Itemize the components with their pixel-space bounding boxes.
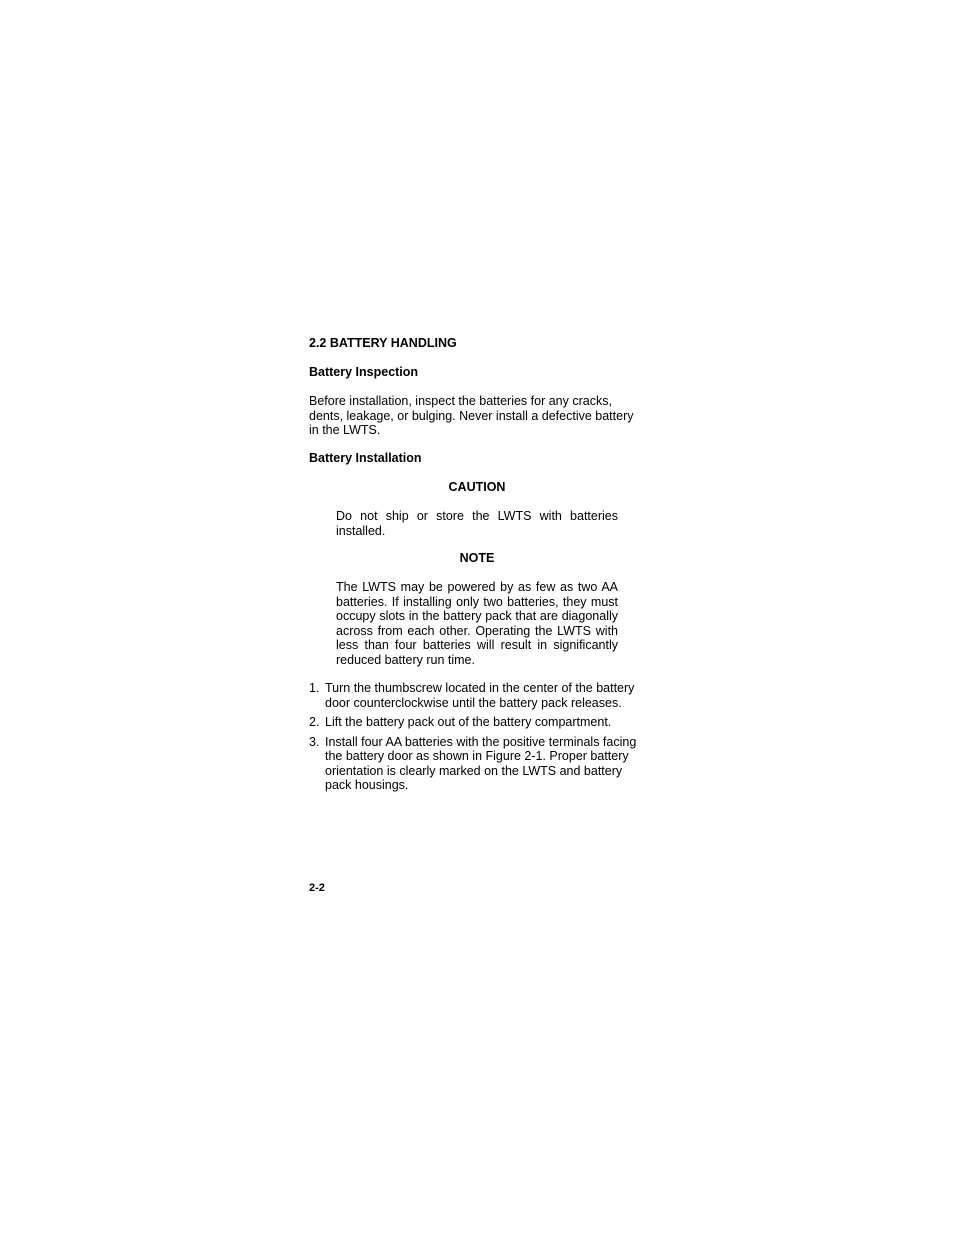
caution-label: CAUTION	[448, 480, 506, 494]
inspection-heading: Battery Inspection	[309, 365, 419, 379]
step-number: 2.	[309, 715, 320, 729]
page-number: 2-2	[309, 882, 325, 894]
note-text: The LWTS may be powered by as few as two AA batteries. If installing only two batteries, they must occupy slots in the battery pack that are diagonally across from each other. Operating the LWTS with less than four batteries will result in significantly reduced battery run time.	[336, 580, 618, 667]
caution-text: Do not ship or store the LWTS with batteries installed.	[336, 509, 618, 538]
note-label: NOTE	[459, 551, 495, 565]
installation-steps	[309, 681, 641, 798]
step-text: Install four AA batteries with the positive terminals facing the battery door as shown in Figure 2-1. Proper battery orientation is clearly marked on the LWTS and battery pack housings.	[325, 734, 637, 792]
step-number: 1.	[309, 681, 320, 695]
installation-heading: Battery Installation	[309, 451, 422, 465]
step-number: 3.	[309, 734, 320, 749]
section-heading: 2.2 BATTERY HANDLING	[309, 336, 457, 350]
step-text: Lift the battery pack out of the battery compartment.	[325, 715, 612, 729]
list-item	[309, 681, 641, 710]
inspection-paragraph: Before installation, inspect the batteries for any cracks, dents, leakage, or bulging. Never install a defective battery in the LWTS.	[309, 394, 634, 437]
step-text: Turn the thumbscrew located in the center of the battery door counterclockwise until the battery pack releases.	[325, 681, 635, 710]
list-item	[309, 735, 641, 793]
list-item	[309, 715, 641, 730]
